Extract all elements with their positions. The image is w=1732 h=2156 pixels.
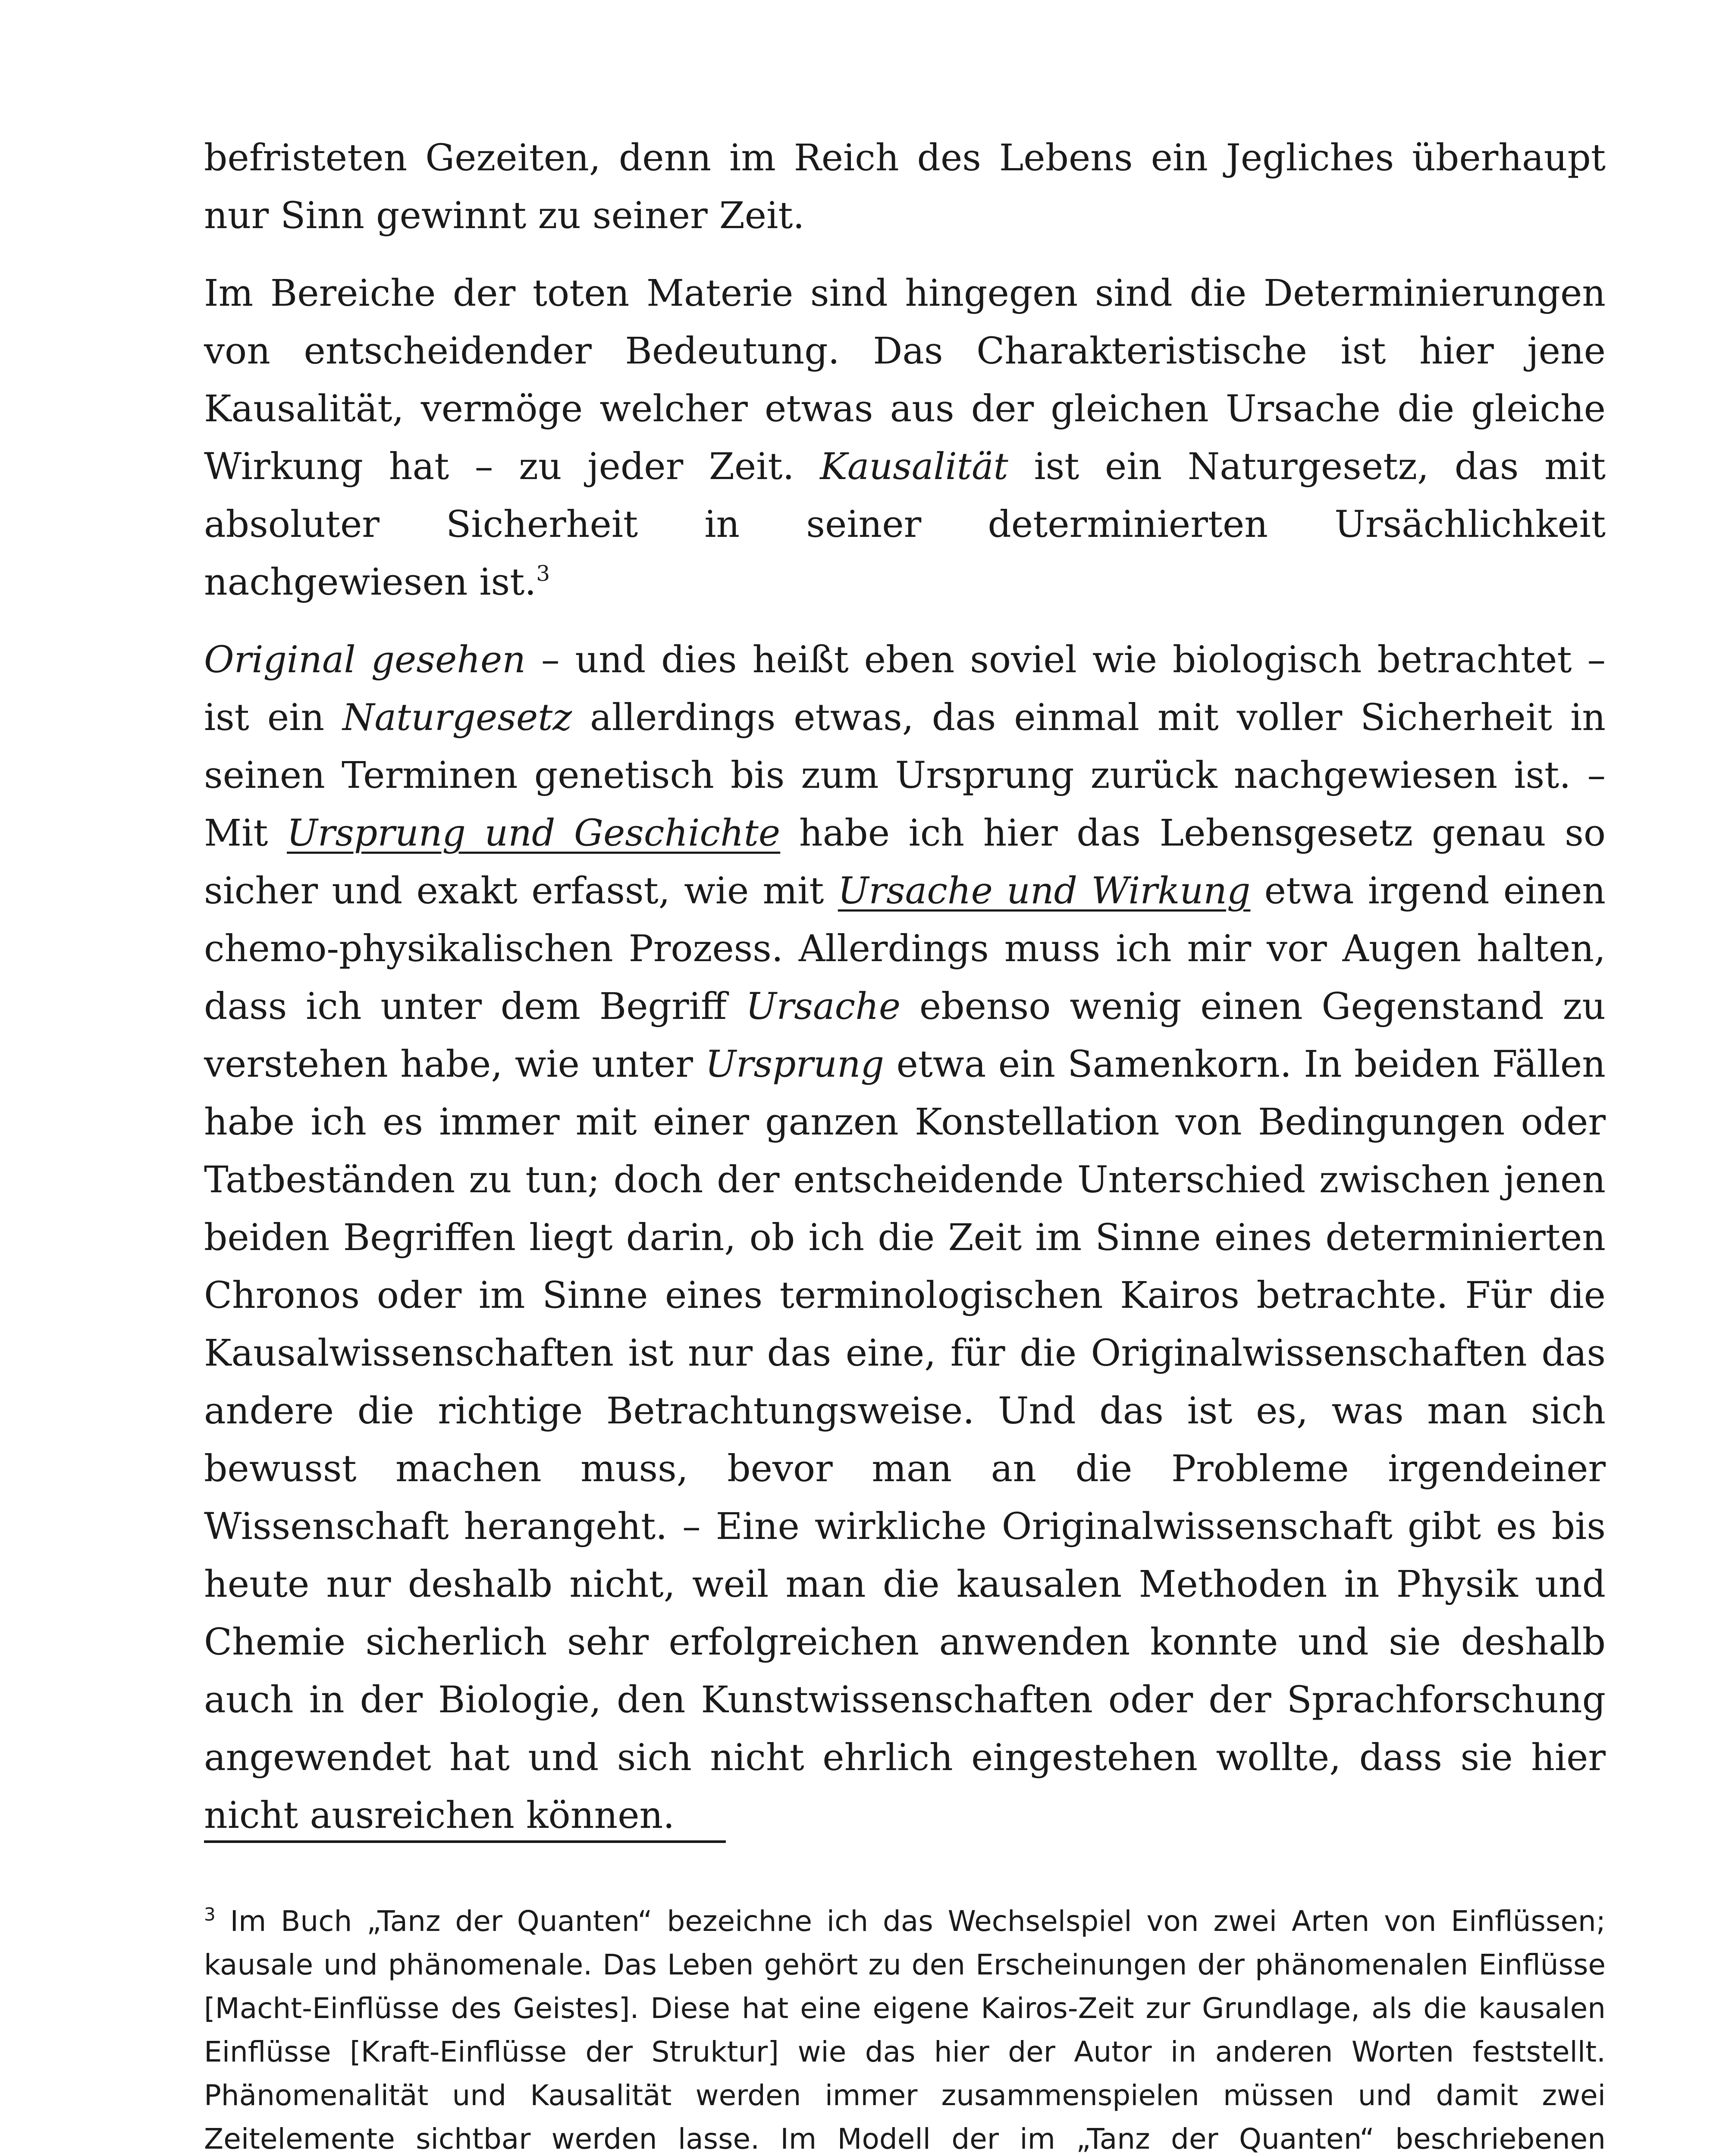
footnote-separator: [204, 1840, 726, 1843]
paragraph-2-text-1: Im Bereiche der toten Materie sind hingegen sind die Determinierungen von entscheidender Bedeutung. Das Charakteristische ist hier jene Kausalität, vermöge welcher etwas aus der gleichen Ursache die gleiche Wirkung hat – zu jeder Zeit.: [204, 272, 1606, 488]
emphasis-ursprung: Ursprung: [705, 1043, 885, 1086]
emphasis-kausalitaet: Kausalität: [820, 445, 1008, 488]
paragraph-3-text-6: etwa ein Samenkorn. In beiden Fällen habe ich es immer mit einer ganzen Konstellation von Bedingungen oder Tatbeständen zu tun; doch der entscheidende Unterschied zwischen jenen beiden Begriffen liegt darin, ob ich die Zeit im Sinne eines determinierten Chronos oder im Sinne eines terminologischen Kairos betrachte. Für die Kausalwissenschaften ist nur das eine, für die Originalwissenschaften das andere die richtige Betrachtungsweise. Und das ist es, was man sich bewusst machen muss, bevor man an die Probleme irgendeiner Wissenschaft herangeht. – Eine wirkliche Originalwissenschaft gibt es bis heute nur deshalb nicht, weil man die kausalen Methoden in Physik und Chemie sicherlich sehr erfolgreichen anwenden konnte und sie deshalb auch in der Biologie, den Kunstwissenschaften oder der Sprachforschung angewendet hat und sich nicht ehrlich eingestehen wollte, dass sie hier nicht ausreichen können.: [204, 1043, 1606, 1837]
paragraph-3-text-4: etwa irgend einen chemo-physikalischen Prozess. Allerdings muss ich mir vor Augen halten, dass ich unter dem Begriff: [204, 870, 1606, 1028]
paragraph-3-text-2: allerdings etwas, das einmal mit voller Sicherheit in seinen Terminen genetisch bis zum Ursprung zurück nachgewiesen ist. – Mit: [204, 696, 1606, 855]
paragraph-3: [204, 631, 1606, 1845]
paragraph-3-text-3: habe ich hier das Lebensgesetz genau so sicher und exakt erfasst, wie mit: [204, 812, 1606, 912]
paragraph-1: [204, 129, 1606, 245]
paragraph-3-text-1: – und dies heißt eben soviel wie biologisch betrachtet – ist ein: [204, 639, 1606, 739]
paragraph-2: [204, 265, 1606, 611]
footnote-number: 3: [204, 1904, 216, 1925]
emphasis-ursache: Ursache: [745, 985, 901, 1028]
paragraph-1-text: befristeten Gezeiten, denn im Reich des Lebens ein Jegliches überhaupt nur Sinn gewinnt zu seiner Zeit.: [204, 137, 1606, 237]
footnote-text: Im Buch „Tanz der Quanten“ bezeichne ich das Wechselspiel von zwei Arten von Einflüssen; kausale und phänomenale. Das Leben gehört zu den Erscheinungen der phänomenalen Einflüsse [Macht-Einflüsse des Geistes]. Diese hat eine eigene Kairos-Zeit zur Grundlage, als die kausalen Einflüsse [Kraft-Einflüsse der Struktur] wie das hier der Autor in anderen Worten feststellt. Phänomenalität und Kausalität werden immer zusammenspielen müssen und damit zwei Zeitelemente sichtbar werden lasse. Im Modell der im „Tanz der Quanten“ beschriebenen: [204, 1905, 1606, 2156]
underlined-ursache-und-wirkung: Ursache und Wirkung: [838, 870, 1251, 912]
paragraph-2-text-2: ist ein Naturgesetz, das mit absoluter Sicherheit in seiner determinierten Ursächlichkeit nachgewiesen ist.: [204, 445, 1606, 604]
emphasis-original-gesehen: Original gesehen: [204, 639, 526, 681]
paragraph-3-text-5: ebenso wenig einen Gegenstand zu verstehen habe, wie unter: [204, 985, 1606, 1086]
emphasis-naturgesetz: Naturgesetz: [342, 696, 572, 739]
footnote: [204, 1899, 1606, 2156]
underlined-ursprung-und-geschichte: Ursprung und Geschichte: [287, 812, 781, 855]
main-text: [204, 129, 1606, 1865]
footnote-reference[interactable]: 3: [536, 561, 550, 586]
